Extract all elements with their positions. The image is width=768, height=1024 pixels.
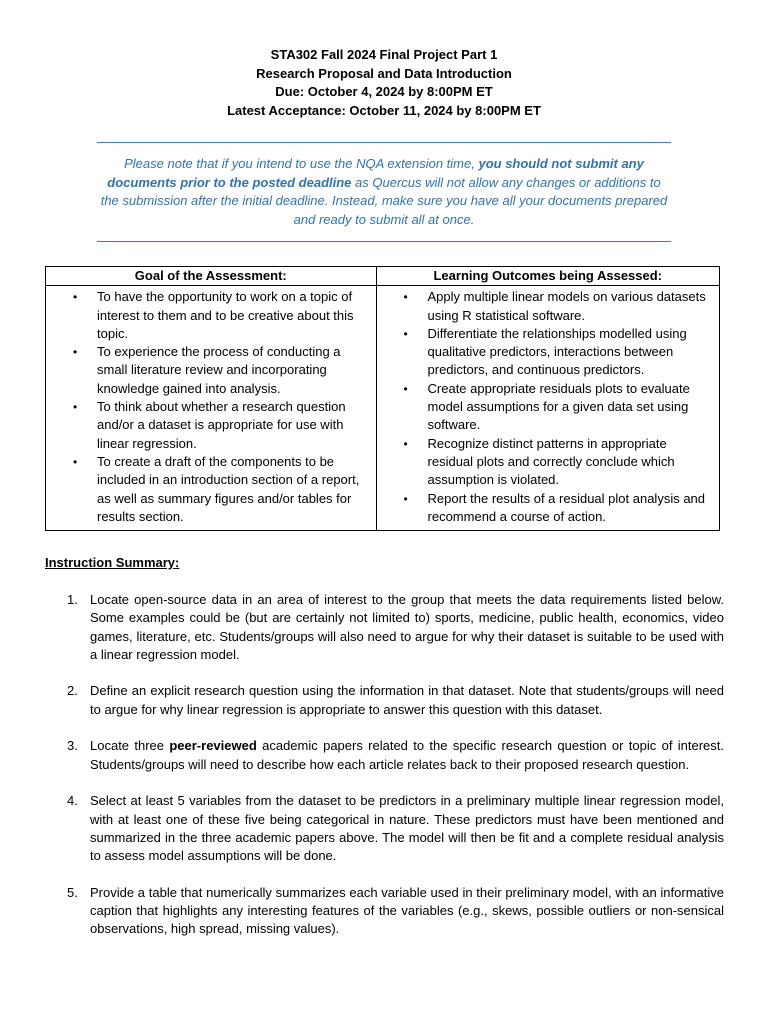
notice-text-2: as Quercus will not allow any changes or additions to the submission after the initial deadline. Instead, make sure you have all your documents prepared and ready to submit all at once.: [100, 174, 668, 227]
goals-cell: [46, 286, 377, 531]
outcome-item: • Create appropriate residuals plots to evaluate model assumptions for a given data set using software.: [403, 380, 690, 433]
bullet-icon: •: [403, 381, 408, 396]
course-title: STA302 Fall 2024 Final Project Part 1: [270, 47, 498, 62]
step-text: Select at least 5 variables from the dataset to be predictors in a preliminary multiple linear regression model, with at least one of these five being categorical in nature. These predictors must have been mentioned and summarized in the three academic papers above. The model will then be fit and a complete residual analysis to assess model assumptions will be done.: [90, 793, 724, 864]
outcomes-list: [377, 288, 713, 526]
step-number: 5.: [67, 884, 78, 900]
bullet-icon: •: [403, 290, 408, 305]
bullet-icon: •: [73, 345, 78, 360]
instruction-summary-title: Instruction Summary:: [45, 555, 180, 570]
step-text: Locate open-source data in an area of interest to the group that meets the data requirements listed below. Some examples could be (but are certainly not limited to) sports, medicine, public health, economics, video games, literature, etc. Students/groups will also need to argue for why their dataset is suitable to be used with a linear regression model.: [90, 592, 724, 662]
outcomes-cell: [376, 286, 719, 531]
project-title: Research Proposal and Data Introduction: [256, 65, 512, 81]
step-number: 1.: [67, 592, 78, 607]
document-header: [0, 46, 768, 120]
instruction-steps: [45, 591, 724, 957]
step-text-bold: peer-reviewed: [169, 738, 257, 754]
step-number: 4.: [67, 793, 78, 809]
step-item: [45, 591, 724, 664]
goal-item: • To experience the process of conducting a small literature review and incorporating knowledge gained into analysis.: [73, 344, 341, 396]
notice-top-rule: [97, 142, 671, 143]
goal-item: • To have the opportunity to work on a topic of interest to them and to be creative about this topic.: [73, 289, 354, 341]
goal-header: Goal of the Assessment:: [46, 267, 377, 286]
notice-text-bold: you should not submit any documents prior to the posted deadline: [107, 156, 644, 190]
due-date: Due: October 4, 2024 by 8:00PM ET: [275, 84, 493, 99]
step-text-pre: Locate three: [90, 738, 170, 754]
outcome-item: • Differentiate the relationships modelled using qualitative predictors, interactions between predictors, and continuous predictors.: [403, 325, 687, 378]
step-item: [45, 792, 724, 865]
outcomes-header: Learning Outcomes being Assessed:: [376, 267, 719, 286]
step-text-post: academic papers related to the specific research question or topic of interest. Students/groups will need to describe how each article relates back to their proposed research question.: [90, 738, 725, 772]
bullet-icon: •: [403, 491, 408, 506]
goal-item: • To create a draft of the components to be included in an introduction section of a report, as well as summary figures and/or tables for results section.: [73, 453, 360, 524]
latest-acceptance: Latest Acceptance: October 11, 2024 by 8:00PM ET: [227, 102, 541, 118]
outcome-item: • Recognize distinct patterns in appropriate residual plots and correctly conclude which assumption is violated.: [403, 435, 675, 488]
step-number: 3.: [67, 738, 78, 754]
step-item: [45, 884, 724, 939]
step-number: 2.: [67, 683, 78, 699]
outcome-item: • Apply multiple linear models on various datasets using R statistical software.: [403, 289, 706, 323]
bullet-icon: •: [73, 290, 78, 305]
assessment-table: [45, 266, 720, 531]
step-text: Define an explicit research question using the information in that dataset. Note that students/groups will need to argue for why linear regression is appropriate to answer this question with this dataset.: [90, 683, 724, 717]
bullet-icon: •: [73, 400, 78, 415]
goal-item: • To think about whether a research question and/or a dataset is appropriate for use with linear regression.: [73, 399, 346, 451]
step-item: [45, 682, 724, 719]
step-text: Provide a table that numerically summarizes each variable used in their preliminary model, with an informative caption that highlights any interesting features of the variables (e.g., skews, possible outliers or non-sensical observations, high spread, missing values).: [90, 884, 724, 937]
nqa-notice: [100, 155, 668, 229]
step-item: [45, 737, 724, 774]
notice-text-1: Please note that if you intend to use the NQA extension time,: [124, 156, 479, 171]
bullet-icon: •: [403, 436, 408, 451]
bullet-icon: •: [403, 326, 408, 341]
bullet-icon: •: [73, 454, 78, 469]
notice-bottom-rule: [97, 241, 671, 242]
goals-list: [46, 288, 370, 526]
outcome-item: • Report the results of a residual plot analysis and recommend a course of action.: [403, 490, 706, 524]
